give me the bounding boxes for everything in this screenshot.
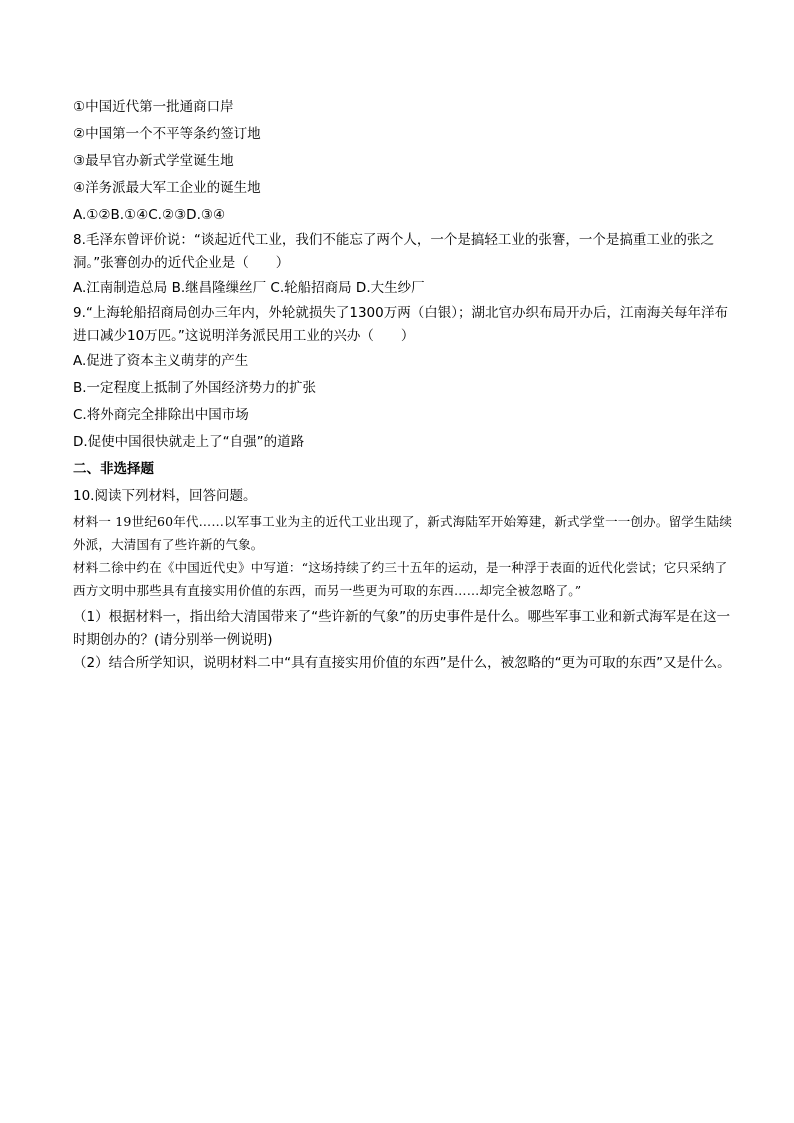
q8-stem: 8.毛泽东曾评价说：“谈起近代工业，我们不能忘了两个人，一个是搞轻工业的张謇，一个是搞重工业的张之洞。”张謇创办的近代企业是（ ） [73, 232, 714, 271]
q8-choices: A.江南制造总局 B.继昌隆缫丝厂 C.轮船招商局 D.大生纱厂 [73, 280, 425, 296]
option-1: ①中国近代第一批通商口岸 [73, 99, 234, 115]
q10-sub-1: （1）根据材料一，指出给大清国带来了“些许新的气象”的历史事件是什么。哪些军事工业和新式海军是在这一时期创办的？(请分别举一例说明) [73, 609, 731, 648]
material-1: 材料一 19世纪60年代……以军事工业为主的近代工业出现了，新式海陆军开始筹建，新式学堂一一创办。留学生陆续外派，大清国有了些许新的气象。 [73, 514, 733, 552]
q9-choice-c: C.将外商完全排除出中国市场 [73, 407, 249, 423]
q10-stem: 10.阅读下列材料，回答问题。 [73, 488, 257, 504]
option-2: ②中国第一个不平等条约签订地 [73, 126, 261, 142]
q10-sub-2: （2）结合所学知识，说明材料二中“具有直接实用价值的东西”是什么，被忽略的“更为可取的东西”又是什么。 [73, 655, 731, 671]
section-heading: 二、非选择题 [73, 461, 154, 477]
option-3: ③最早官办新式学堂诞生地 [73, 153, 234, 169]
material-2: 材料二徐中约在《中国近代史》中写道：“这场持续了约三十五年的运动，是一种浮于表面的近代化尝试；它只采纳了西方文明中那些具有直接实用价值的东西，而另一些更为可取的东西……却完全被忽略了。” [73, 560, 728, 598]
q9-choice-a: A.促进了资本主义萌芽的产生 [73, 353, 249, 369]
q9-stem: 9.“上海轮船招商局创办三年内，外轮就损失了1300万两（白银）；湖北官办织布局开办后，江南海关每年洋布进口减少10万匹。”这说明洋务派民用工业的兴办（ ） [73, 305, 728, 344]
q9-choice-b: B.一定程度上抵制了外国经济势力的扩张 [73, 380, 317, 396]
page-content [73, 94, 733, 675]
q9-choice-d: D.促使中国很快就走上了“自强”的道路 [73, 434, 305, 450]
option-4: ④洋务派最大军工企业的诞生地 [73, 180, 261, 196]
q7-choices: A.①②B.①④C.②③D.③④ [73, 207, 226, 223]
